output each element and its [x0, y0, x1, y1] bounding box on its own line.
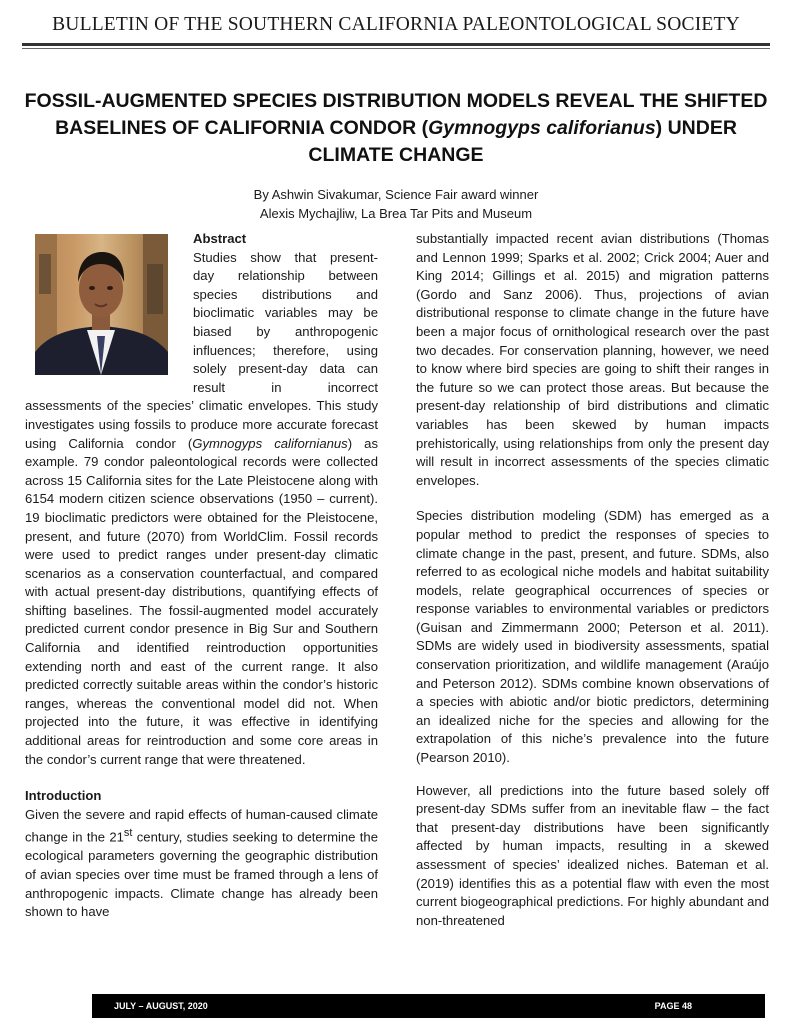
title-species-italic: Gymnogyps califorianus	[428, 117, 656, 139]
intro-text: Given the severe and rapid effects of human-caused climate change in the 21	[25, 806, 378, 845]
introduction-heading: Introduction	[25, 788, 102, 804]
issue-date: JULY – AUGUST, 2020	[114, 1001, 208, 1011]
left-column	[25, 230, 378, 922]
abstract-line: day relationship between	[193, 268, 378, 284]
abstract-line: Studies show that present-	[193, 249, 378, 265]
header-rule	[22, 43, 770, 46]
introduction-body	[25, 806, 378, 922]
title-text-end: ) UNDER CLIMATE CHANGE	[308, 117, 737, 166]
author-line-2: Alexis Mychajliw, La Brea Tar Pits and Museum	[259, 206, 533, 221]
abstract-heading: Abstract	[193, 231, 247, 246]
paragraph-sdm: Species distribution modeling (SDM) has emerged as a popular method to predict the responses of species to climate change in the past, present, and future. SDMs, also referred to as ecological niche models and habitat suitability models, relate geographical occurrences of species or response variables to environmental variables or predictors (Guisan and Zimmermann 2000; Peterson et al. 2011). SDMs are widely used in biodiversity assessments, spatial conservation prioritization, and wildlife management (Araújo and Peterson 2012). SDMs combine known observations of a species with abiotic and/or biotic predictors, determining an idealized niche for the species and allowing for the extrapolation of this niche’s prevalence into the future (Pearson 2010).	[416, 508, 769, 766]
page-number: PAGE 48	[654, 1001, 692, 1011]
paragraph-avian-distributions: substantially impacted recent avian distributions (Thomas and Lennon 1999; Sparks et al. 2002; Crick 2004; Auer and King 2014; Gillings et al. 2015) and migration patterns (Gordo and Sanz 2006). Thus, projections of avian distributional response to climate change in the future have been a major focus of ornithological research over the past two decades. For conservation planning, however, we need to know where bird species are going to shift their ranges in the future so we can protect those areas. But because the present-day relationship of bird distributions and climatic variables has been skewed by human impacts prehistorically, using relationships from only the present day will result in incorrect assessments of the species climatic envelopes.	[416, 231, 769, 488]
intro-superscript: st	[123, 827, 133, 840]
article-title	[22, 88, 770, 169]
journal-header: BULLETIN OF THE SOUTHERN CALIFORNIA PALEONTOLOGICAL SOCIETY	[52, 14, 740, 35]
header-rule-thin	[22, 48, 770, 49]
abstract-line: biased by anthropogenic	[193, 323, 378, 339]
abstract-text-cont: ) as example. 79 condor paleontological records were collected across 15 California sites for the Late Pleistocene along with 6154 modern citizen science observations (1950 – current). 19 bioclimatic predictors were obtained for the Pleistocene, present, and future (2070) from WorldClim. Fossil records were used to predict ranges under present-day climatic scenarios as a conservation counterfactual, and compared with actual present-day distributions, quantifying effects of shifting baselines. The fossil-augmented model accurately predicted current condor presence in Big Sur and Southern California and identified reintroduction opportunities extending north and east of the current range. It also predicted correctly suitable areas within the condor’s historic ranges, whereas the conventional model did not. When projected into the future, it was effective in identifying additional areas for reintroduction and some core areas in the condor’s current range that were threatened.	[25, 435, 379, 767]
abstract-line: solely present-day data can	[193, 361, 378, 377]
author-line-1: By Ashwin Sivakumar, Science Fair award winner	[253, 187, 539, 202]
abstract-species-italic: Gymnogyps californianus	[192, 435, 348, 451]
abstract-text: assessments of the species’ climatic envelopes. This study investigates using fossils to produce more accurate forecast using California condor (	[25, 398, 378, 451]
abstract-line: influences; therefore, using	[193, 342, 378, 358]
abstract-body	[25, 397, 378, 769]
right-column	[416, 230, 769, 930]
title-text: FOSSIL-AUGMENTED SPECIES DISTRIBUTION MODELS REVEAL THE SHIFTED BASELINES OF CALIFORNIA CONDOR (	[24, 90, 768, 139]
abstract-line: result in incorrect	[193, 379, 378, 395]
paragraph-flaw: However, all predictions into the future based solely off present-day SDMs suffer from an inevitable flaw – the fact that present-day distributions have been significantly affected by human impacts, resulting in a skewed assessment of species’ idealized niches. Bateman et al. (2019) identifies this as a potential flaw with even the most current biogeographical predictions. For highly abundant and non-threatened	[416, 782, 769, 928]
abstract-line: species distributions and	[193, 286, 378, 302]
intro-text-cont: century, studies seeking to determine the ecological parameters governing the geographic distribution of avian species over time must be framed through a lens of anthropogenic impacts. Climate change has already been shown to have	[25, 829, 378, 920]
footer-bar	[92, 994, 765, 1018]
byline	[22, 185, 770, 223]
abstract-line: bioclimatic variables may be	[193, 305, 378, 321]
